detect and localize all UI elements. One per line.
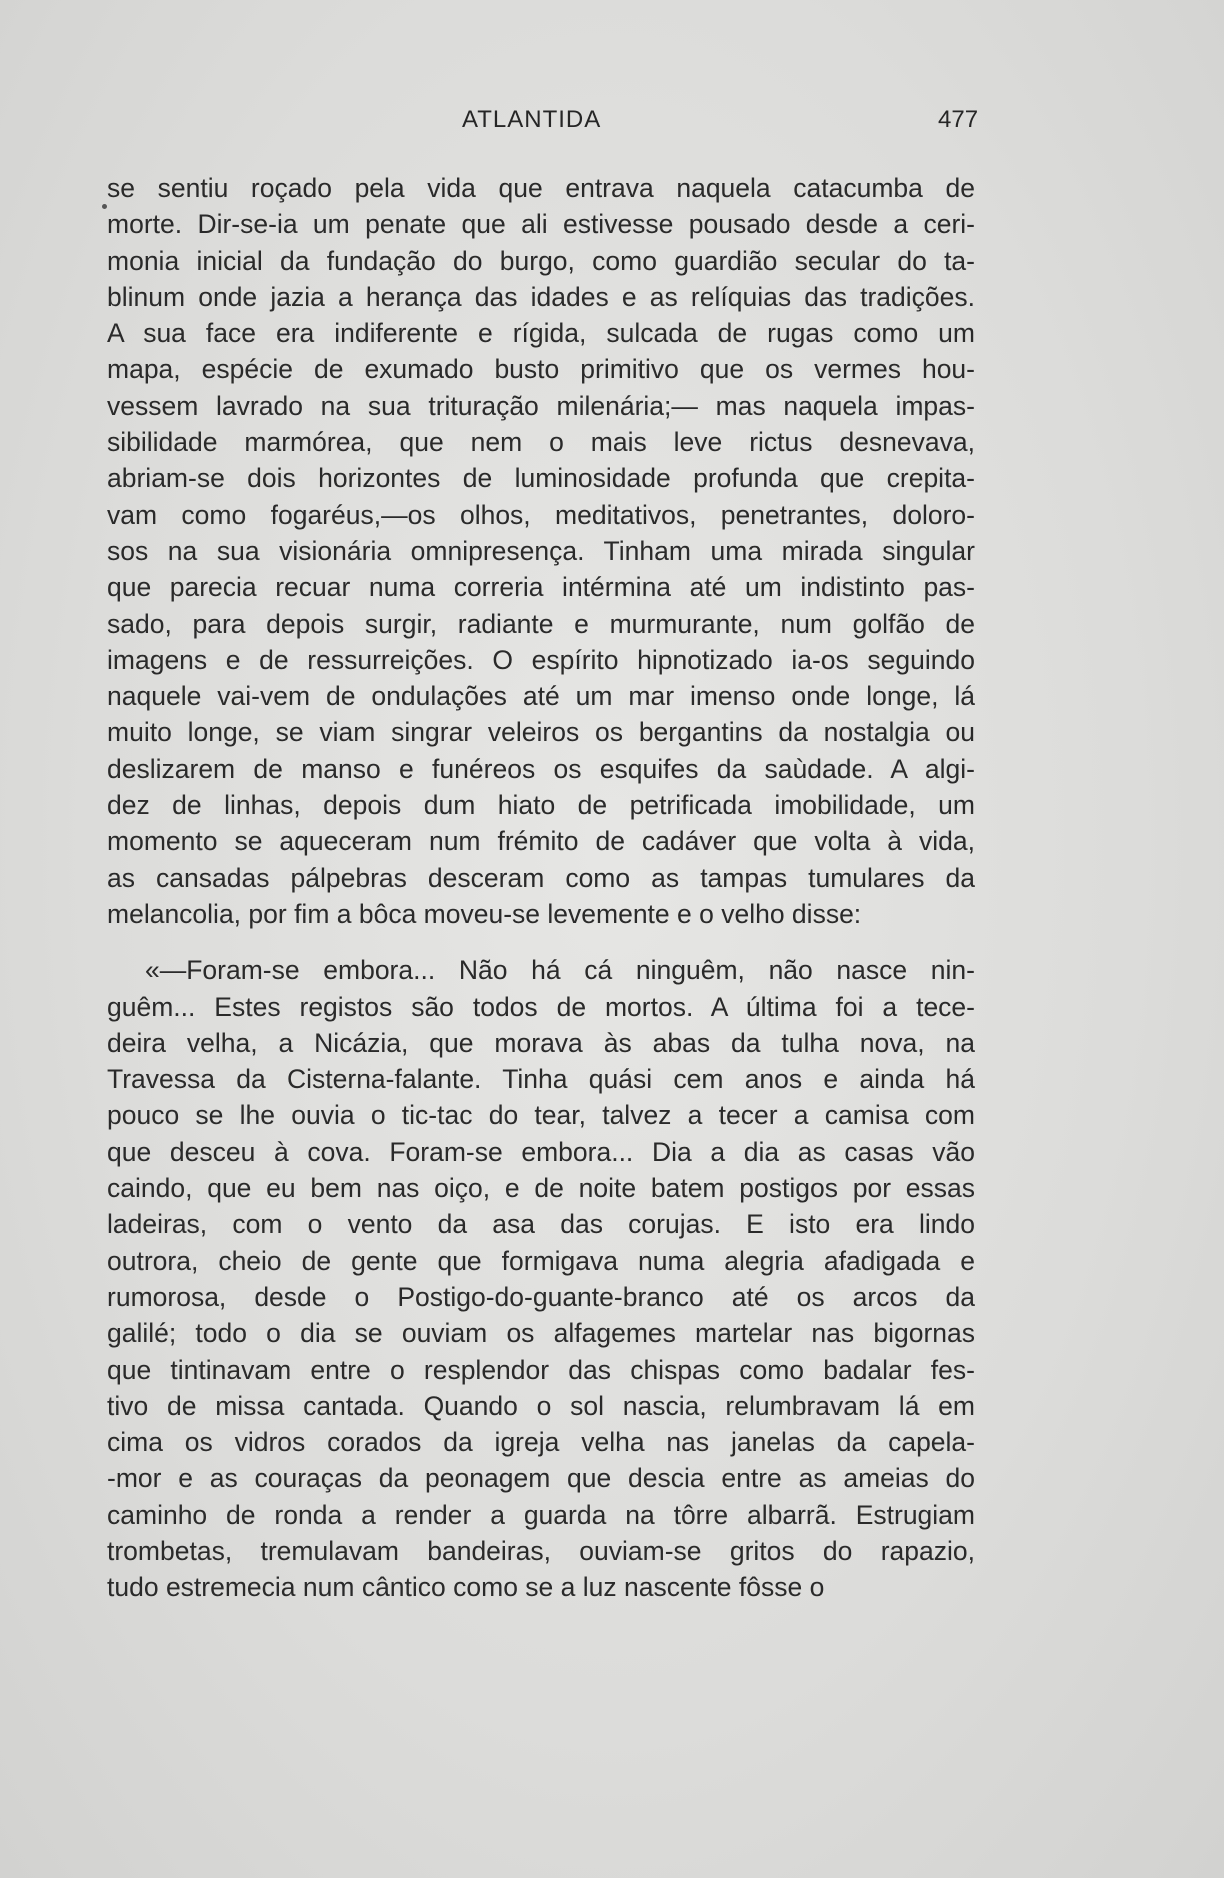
text-line: abriam-se dois horizontes de luminosidade profunda que crepita- — [107, 463, 975, 494]
text-line: se sentiu roçado pela vida que entrava naquela catacumba de — [107, 173, 975, 203]
text-line: que parecia recuar numa correria intérmina até um indistinto pas- — [107, 572, 975, 603]
text-line: sos na sua visionária omnipresença. Tinham uma mirada singular — [107, 535, 975, 566]
text-line: que tintinavam entre o resplendor das chispas como badalar fes- — [107, 1354, 975, 1385]
text-line: as cansadas pálpebras desceram como as tampas tumulares da — [107, 862, 975, 893]
running-title: ATLANTIDA — [462, 106, 602, 133]
running-header — [0, 104, 1224, 140]
text-line: -mor e as couraças da peonagem que descia entre as ameias do — [107, 1463, 975, 1494]
text-line: que desceu à cova. Foram-se embora... Dia a dia as casas vão — [107, 1136, 975, 1167]
text-line: ladeiras, com o vento da asa das corujas. E isto era lindo — [107, 1209, 975, 1240]
text-line: tivo de missa cantada. Quando o sol nascia, relumbravam lá em — [107, 1390, 975, 1421]
paragraph — [107, 952, 975, 1605]
text-line: trombetas, tremulavam bandeiras, ouviam-se gritos do rapazio, — [107, 1535, 975, 1566]
text-line: mapa, espécie de exumado busto primitivo que os vermes hou- — [107, 354, 975, 385]
text-line: Travessa da Cisterna-falante. Tinha quási cem anos e ainda há — [107, 1064, 975, 1095]
text-line: outrora, cheio de gente que formigava numa alegria afadigada e — [107, 1245, 975, 1276]
body-text — [107, 170, 975, 1606]
text-line: «—Foram-se embora... Não há cá ninguêm, não nasce nin- — [145, 955, 975, 986]
text-line: melancolia, por fim a bôca moveu-se levemente e o velho disse: — [107, 898, 862, 929]
text-line: morte. Dir-se-ia um penate que ali estivesse pousado desde a ceri- — [107, 209, 975, 240]
text-line: deira velha, a Nicázia, que morava às abas da tulha nova, na — [107, 1027, 975, 1058]
text-line: blinum onde jazia a herança das idades e as relíquias das tradições. — [107, 281, 975, 312]
text-line: naquele vai-vem de ondulações até um mar imenso onde longe, lá — [107, 681, 975, 712]
text-line: sibilidade marmórea, que nem o mais leve rictus desnevava, — [107, 427, 975, 458]
text-line: muito longe, se viam singrar veleiros os bergantins da nostalgia ou — [107, 717, 975, 748]
text-line: tudo estremecia num cântico como se a luz nascente fôsse o — [107, 1572, 825, 1603]
text-line: cima os vidros corados da igreja velha nas janelas da capela- — [107, 1427, 975, 1458]
text-line: monia inicial da fundação do burgo, como guardião secular do ta- — [107, 245, 975, 276]
text-line: galilé; todo o dia se ouviam os alfagemes martelar nas bigornas — [107, 1318, 975, 1349]
text-line: vessem lavrado na sua trituração milenária;— mas naquela impas- — [107, 390, 975, 421]
text-line: vam como fogaréus,—os olhos, meditativos, penetrantes, doloro- — [107, 499, 975, 530]
text-line: caminho de ronda a render a guarda na tôrre albarrã. Estrugiam — [107, 1499, 975, 1530]
text-line: sado, para depois surgir, radiante e murmurante, num golfão de — [107, 608, 975, 639]
text-line: rumorosa, desde o Postigo-do-guante-branco até os arcos da — [107, 1281, 975, 1312]
text-line: pouco se lhe ouvia o tic-tac do tear, talvez a tecer a camisa com — [107, 1100, 975, 1131]
text-line: guêm... Estes registos são todos de mortos. A última foi a tece- — [107, 991, 975, 1022]
paragraph — [107, 170, 975, 932]
text-line: A sua face era indiferente e rígida, sulcada de rugas como um — [107, 318, 975, 349]
paragraph-gap — [107, 932, 975, 952]
text-line: momento se aqueceram num frémito de cadáver que volta à vida, — [107, 826, 975, 857]
page-number: 477 — [938, 106, 979, 133]
text-line: deslizarem de manso e funéreos os esquifes da saùdade. A algi- — [107, 753, 975, 784]
text-line: dez de linhas, depois dum hiato de petrificada imobilidade, um — [107, 790, 975, 821]
text-line: caindo, que eu bem nas oiço, e de noite batem postigos por essas — [107, 1173, 975, 1204]
text-line: imagens e de ressurreições. O espírito hipnotizado ia-os seguindo — [107, 644, 975, 675]
